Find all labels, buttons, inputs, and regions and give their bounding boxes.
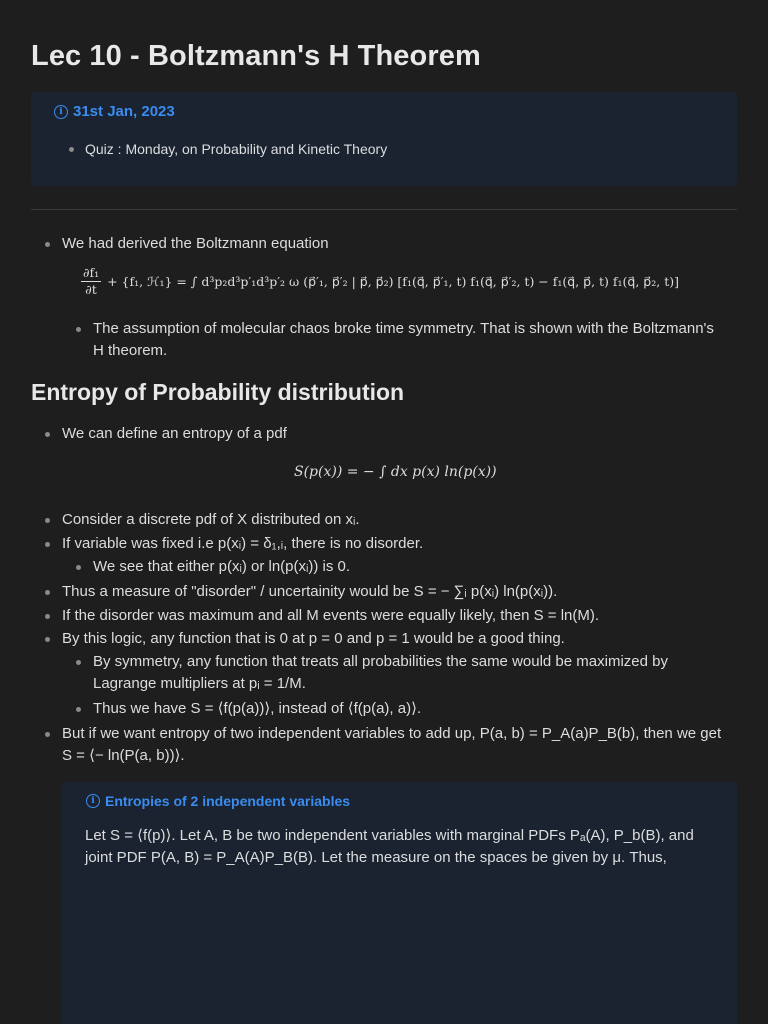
list-item — [76, 318, 743, 362]
bullet-dot — [45, 242, 50, 247]
equation-rest: + {f₁, ℋ₁} = ∫ d³p₂d³p′₁d³p′₂ ω (p⃗′₁, p⃗′₂ | p⃗, p⃗₂) [f₁(q⃗, p⃗′₁, t) f₁(q⃗, p⃗′₂, t) − f₁(q⃗, p⃗, t) f₁(q⃗, p⃗₂, t)] — [107, 274, 679, 289]
section-heading: Entropy of Probability distribution — [31, 379, 405, 405]
bullet-dot — [45, 432, 50, 437]
callout-header — [54, 103, 175, 120]
bullet-dot — [45, 542, 50, 547]
bullet-text: We see that either p(xᵢ) or ln(p(xᵢ)) is 0. — [93, 558, 351, 575]
bullet-dot — [45, 614, 50, 619]
list-item — [45, 628, 752, 650]
list-item — [45, 509, 752, 531]
bullet-text: If variable was fixed i.e p(xᵢ) = δ₁,ᵢ, there is no disorder. — [62, 535, 424, 552]
callout-body — [85, 825, 725, 869]
bullet-text-cont: Lagrange multipliers at pᵢ = 1/M. — [93, 675, 306, 692]
page-title: Lec 10 - Boltzmann's H Theorem — [31, 40, 481, 72]
bullet-dot — [45, 732, 50, 737]
bullet-text: Thus a measure of "disorder" / uncertainity would be S = − ∑ᵢ p(xᵢ) ln(p(xᵢ)). — [62, 583, 558, 600]
bullet-text: If the disorder was maximum and all M events were equally likely, then S = ln(M). — [62, 607, 600, 624]
bullet-text-cont: H theorem. — [93, 342, 168, 359]
bullet-text: The assumption of molecular chaos broke time symmetry. That is shown with the Boltzmann's — [93, 320, 714, 337]
bullet-text: By symmetry, any function that treats all probabilities the same would be maximized by — [93, 653, 668, 670]
entropy-equation: S(p(x)) = − ∫ dx p(x) ln(p(x)) — [294, 464, 497, 480]
bullet-dot — [69, 147, 74, 152]
bullet-dot — [76, 565, 81, 570]
list-item — [76, 556, 743, 578]
partial-derivative — [81, 265, 101, 298]
list-item — [45, 233, 742, 255]
bullet-text: We can define an entropy of a pdf — [62, 425, 287, 442]
entropies-callout — [62, 782, 737, 1024]
bullet-dot — [45, 637, 50, 642]
list-item — [45, 423, 742, 445]
quiz-bullet — [69, 138, 725, 161]
callout-date: 31st Jan, 2023 — [73, 103, 175, 120]
bullet-text: We had derived the Boltzmann equation — [62, 235, 329, 252]
divider — [31, 209, 737, 210]
date-callout — [31, 92, 737, 186]
list-item — [45, 723, 752, 767]
info-circle-icon: i — [86, 794, 100, 808]
quiz-text: Quiz : Monday, on Probability and Kinetic Theory — [85, 141, 388, 157]
bullet-dot — [45, 518, 50, 523]
frac-numerator: ∂f₁ — [83, 265, 100, 280]
frac-denominator: ∂t — [85, 282, 97, 297]
bullet-dot — [76, 327, 81, 332]
callout-line: Let S = ⟨f(p)⟩. Let A, B be two independent variables with marginal PDFs Pₐ(A), P_b(B), and — [85, 827, 694, 844]
bullet-text: Thus we have S = ⟨f(p(a))⟩, instead of ⟨f(p(a), a)⟩. — [93, 700, 422, 717]
info-circle-icon: i — [54, 105, 68, 119]
callout-line: joint PDF P(A, B) = P_A(A)P_B(B). Let the measure on the spaces be given by μ. Thus, — [85, 849, 667, 866]
list-item — [76, 698, 743, 720]
callout-header — [86, 793, 350, 809]
list-item — [45, 533, 752, 555]
bullet-dot — [45, 590, 50, 595]
list-item — [76, 651, 743, 695]
callout-title: Entropies of 2 independent variables — [105, 793, 351, 809]
bullet-text-cont: S = ⟨− ln(P(a, b))⟩. — [62, 747, 185, 764]
bullet-text: By this logic, any function that is 0 at p = 0 and p = 1 would be a good thing. — [62, 630, 565, 647]
bullet-dot — [76, 707, 81, 712]
bullet-text: But if we want entropy of two independent variables to add up, P(a, b) = P_A(a)P_B(b), then we get — [62, 725, 722, 742]
bullet-dot — [76, 660, 81, 665]
bullet-text: Consider a discrete pdf of X distributed on xᵢ. — [62, 511, 360, 528]
list-item — [45, 581, 752, 603]
boltzmann-equation — [78, 265, 679, 298]
list-item — [45, 605, 752, 627]
